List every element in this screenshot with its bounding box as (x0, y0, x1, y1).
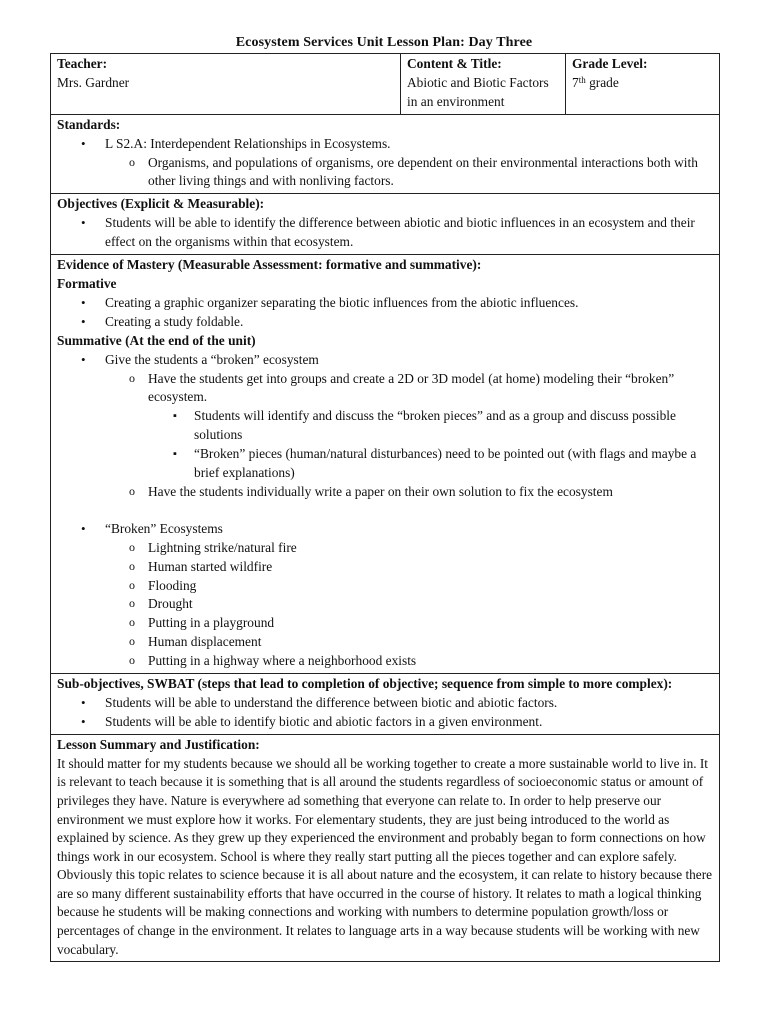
teacher-name: Mrs. Gardner (57, 74, 130, 90)
list-item: o Drought (57, 595, 713, 614)
evidence-cell (51, 255, 720, 674)
teacher-cell (51, 54, 401, 115)
summary-row (51, 734, 720, 961)
list-item: o Have the students individually write a paper on their own solution to fix the ecosystem (57, 483, 713, 502)
objectives-cell (51, 194, 720, 255)
list-item: o Putting in a highway where a neighborhood exists (57, 652, 713, 671)
list-item: • Creating a study foldable. (57, 313, 713, 332)
list-item: ▪ Students will identify and discuss the “broken pieces” and as a group and discuss possible solutions (57, 407, 713, 445)
list-item: • Give the students a “broken” ecosystem (57, 351, 713, 370)
list-item: • Students will be able to identify biotic and abiotic factors in a given environment. (57, 713, 713, 732)
page-title: Ecosystem Services Unit Lesson Plan: Day Three (235, 35, 533, 50)
list-item: o Have the students get into groups and create a 2D or 3D model (at home) modeling their “broken” ecosystem. (57, 370, 713, 408)
subobjectives-row (51, 674, 720, 735)
list-item: o Lightning strike/natural fire (57, 539, 713, 558)
list-item: • Students will be able to understand the difference between biotic and abiotic factors. (57, 694, 713, 713)
summary-cell (51, 734, 720, 961)
header-row (51, 54, 720, 115)
subobjectives-list (57, 694, 713, 732)
list-item: o Putting in a playground (57, 614, 713, 633)
list-item: o Flooding (57, 577, 713, 596)
list-item: o Human displacement (57, 633, 713, 652)
subobjectives-cell (51, 674, 720, 735)
grade-suffix: th (578, 74, 586, 85)
content-cell (401, 54, 566, 115)
grade-number: 7 (572, 74, 579, 90)
list-item: • “Broken” Ecosystems (57, 520, 713, 539)
formative-list (57, 294, 713, 332)
broken-ecosystems-list (57, 520, 713, 671)
standards-row (51, 114, 720, 194)
standards-label: Standards: (57, 116, 121, 132)
evidence-row (51, 255, 720, 674)
list-item: • Students will be able to identify the difference between abiotic and biotic influences in an ecosystem and their effect on the organisms within that ecosystem. (57, 214, 713, 252)
standards-list (57, 135, 713, 192)
lesson-plan-table (50, 53, 720, 962)
summative-label: Summative (At the end of the unit) (57, 332, 256, 348)
list-item: • L S2.A: Interdependent Relationships in Ecosystems. (57, 135, 713, 154)
list-item: o Organisms, and populations of organisms, ore dependent on their environmental interactions both with other living things and with nonliving factors. (57, 154, 713, 192)
standards-cell (51, 114, 720, 194)
summary-label: Lesson Summary and Justification: (57, 736, 260, 752)
teacher-label: Teacher: (57, 56, 108, 71)
list-item: o Human started wildfire (57, 558, 713, 577)
objectives-row (51, 194, 720, 255)
objectives-list (57, 214, 713, 252)
content-title: Abiotic and Biotic Factors in an environment (407, 74, 549, 109)
list-item: • Creating a graphic organizer separating the biotic influences from the abiotic influences. (57, 294, 713, 313)
grade-word: grade (589, 74, 619, 90)
objectives-label: Objectives (Explicit & Measurable): (57, 196, 265, 212)
spacer (57, 502, 713, 520)
formative-label: Formative (57, 275, 117, 291)
summative-list (57, 351, 713, 502)
grade-value (572, 74, 713, 93)
summary-text: It should matter for my students because we should all be working together to create a more sustainable world to live in. It is relevant to teach because it is something that is all around the students regardless of socioeconomic status or amount of privileges they have. Nature is everywhere ad something that everyone can relate to. In order to help preserve our environment we must explore how it works. For elementary students, they are just being introduced to the world as explained by science. As they grew up they experienced the environment and probably began to form connections on how things work in our ecosystem. School is where they really start putting all the pieces together and can explore safely. Obviously this topic relates to science because it is all about nature and the ecosystem, it can relate to history because there are so many different sustainability efforts that have occurred in the course of history. It relates to math a logical thinking because he students will be making connections and working with numbers to determine population growth/loss or percentages of change in the environment. It relates to language arts in a way because students will be working with new vocabulary. (57, 755, 713, 957)
evidence-label: Evidence of Mastery (Measurable Assessment: formative and summative): (57, 257, 482, 273)
grade-cell (566, 54, 720, 115)
grade-label: Grade Level: (572, 56, 648, 71)
list-item: ▪ “Broken” pieces (human/natural disturbances) need to be pointed out (with flags and maybe a brief explanations) (57, 445, 713, 483)
content-label: Content & Title: (407, 56, 502, 71)
subobjectives-label: Sub-objectives, SWBAT (steps that lead to completion of objective; sequence from simple to more complex): (57, 676, 673, 692)
